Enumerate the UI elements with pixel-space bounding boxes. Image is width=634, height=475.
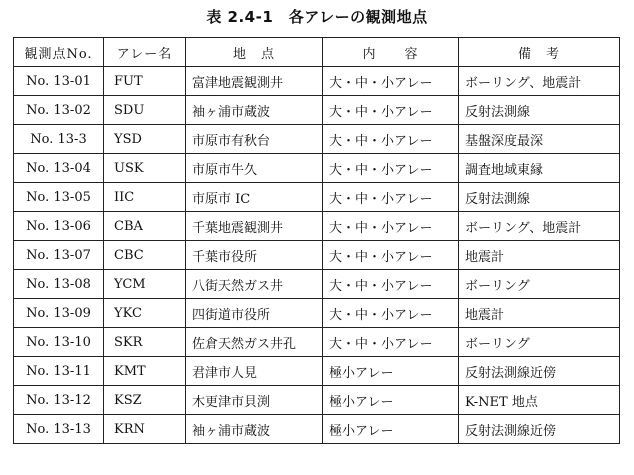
cell-location: 千葉地震観測井 bbox=[186, 212, 323, 241]
table-row bbox=[14, 183, 620, 212]
cell-array: YSD bbox=[104, 125, 186, 154]
cell-location: 市原市 IC bbox=[186, 183, 323, 212]
cell-location: 袖ヶ浦市蔵波 bbox=[186, 415, 323, 444]
cell-content: 大・中・小アレー bbox=[323, 183, 459, 212]
cell-no: No. 13-06 bbox=[14, 212, 104, 241]
cell-content: 大・中・小アレー bbox=[323, 270, 459, 299]
cell-no: No. 13-02 bbox=[14, 96, 104, 125]
cell-content: 極小アレー bbox=[323, 386, 459, 415]
header-location: 地 点 bbox=[186, 38, 323, 67]
cell-content: 大・中・小アレー bbox=[323, 125, 459, 154]
cell-array: SKR bbox=[104, 328, 186, 357]
cell-location: 千葉市役所 bbox=[186, 241, 323, 270]
cell-no: No. 13-11 bbox=[14, 357, 104, 386]
cell-array: KMT bbox=[104, 357, 186, 386]
cell-location: 八街天然ガス井 bbox=[186, 270, 323, 299]
cell-array: FUT bbox=[104, 67, 186, 96]
table-row bbox=[14, 67, 620, 96]
cell-note: ボーリング bbox=[459, 270, 620, 299]
table-row bbox=[14, 96, 620, 125]
cell-location: 富津地震観測井 bbox=[186, 67, 323, 96]
table-row bbox=[14, 386, 620, 415]
table-row bbox=[14, 212, 620, 241]
cell-note: ボーリング、地震計 bbox=[459, 67, 620, 96]
cell-note: 反射法測線 bbox=[459, 96, 620, 125]
cell-note: 反射法測線近傍 bbox=[459, 357, 620, 386]
cell-content: 大・中・小アレー bbox=[323, 67, 459, 96]
cell-content: 大・中・小アレー bbox=[323, 299, 459, 328]
cell-content: 大・中・小アレー bbox=[323, 96, 459, 125]
table-row bbox=[14, 125, 620, 154]
cell-location: 四街道市役所 bbox=[186, 299, 323, 328]
cell-content: 大・中・小アレー bbox=[323, 154, 459, 183]
table-row bbox=[14, 154, 620, 183]
cell-array: KSZ bbox=[104, 386, 186, 415]
cell-location: 佐倉天然ガス井孔 bbox=[186, 328, 323, 357]
cell-array: CBC bbox=[104, 241, 186, 270]
cell-no: No. 13-10 bbox=[14, 328, 104, 357]
table-row bbox=[14, 328, 620, 357]
header-note: 備 考 bbox=[459, 38, 620, 67]
cell-content: 大・中・小アレー bbox=[323, 212, 459, 241]
observation-points-table bbox=[13, 37, 620, 444]
cell-no: No. 13-05 bbox=[14, 183, 104, 212]
cell-array: SDU bbox=[104, 96, 186, 125]
cell-location: 袖ヶ浦市蔵波 bbox=[186, 96, 323, 125]
table-row bbox=[14, 241, 620, 270]
cell-no: No. 13-09 bbox=[14, 299, 104, 328]
cell-note: 反射法測線近傍 bbox=[459, 415, 620, 444]
cell-content: 大・中・小アレー bbox=[323, 241, 459, 270]
cell-note: 基盤深度最深 bbox=[459, 125, 620, 154]
cell-array: KRN bbox=[104, 415, 186, 444]
cell-location: 木更津市貝渕 bbox=[186, 386, 323, 415]
table-row bbox=[14, 415, 620, 444]
cell-note: ボーリング、地震計 bbox=[459, 212, 620, 241]
cell-note: 調査地域東縁 bbox=[459, 154, 620, 183]
cell-location: 市原市有秋台 bbox=[186, 125, 323, 154]
cell-no: No. 13-04 bbox=[14, 154, 104, 183]
header-array: アレー名 bbox=[104, 38, 186, 67]
header-no: 観測点No. bbox=[14, 38, 104, 67]
cell-note: 地震計 bbox=[459, 299, 620, 328]
table-title: 表 2.4-1 各アレーの観測地点 bbox=[206, 8, 428, 26]
cell-array: CBA bbox=[104, 212, 186, 241]
cell-content: 極小アレー bbox=[323, 357, 459, 386]
cell-note: ボーリング bbox=[459, 328, 620, 357]
cell-array: YKC bbox=[104, 299, 186, 328]
cell-array: YCM bbox=[104, 270, 186, 299]
table-row bbox=[14, 270, 620, 299]
cell-note: K-NET 地点 bbox=[459, 386, 620, 415]
cell-no: No. 13-12 bbox=[14, 386, 104, 415]
cell-no: No. 13-13 bbox=[14, 415, 104, 444]
table-row bbox=[14, 357, 620, 386]
cell-note: 地震計 bbox=[459, 241, 620, 270]
header-content: 内 容 bbox=[323, 38, 459, 67]
cell-note: 反射法測線 bbox=[459, 183, 620, 212]
cell-no: No. 13-01 bbox=[14, 67, 104, 96]
cell-content: 大・中・小アレー bbox=[323, 328, 459, 357]
cell-array: USK bbox=[104, 154, 186, 183]
table-row bbox=[14, 299, 620, 328]
table-header-row bbox=[14, 38, 620, 67]
cell-no: No. 13-07 bbox=[14, 241, 104, 270]
cell-no: No. 13-08 bbox=[14, 270, 104, 299]
cell-array: IIC bbox=[104, 183, 186, 212]
cell-no: No. 13-3 bbox=[14, 125, 104, 154]
cell-content: 極小アレー bbox=[323, 415, 459, 444]
cell-location: 市原市牛久 bbox=[186, 154, 323, 183]
cell-location: 君津市人見 bbox=[186, 357, 323, 386]
